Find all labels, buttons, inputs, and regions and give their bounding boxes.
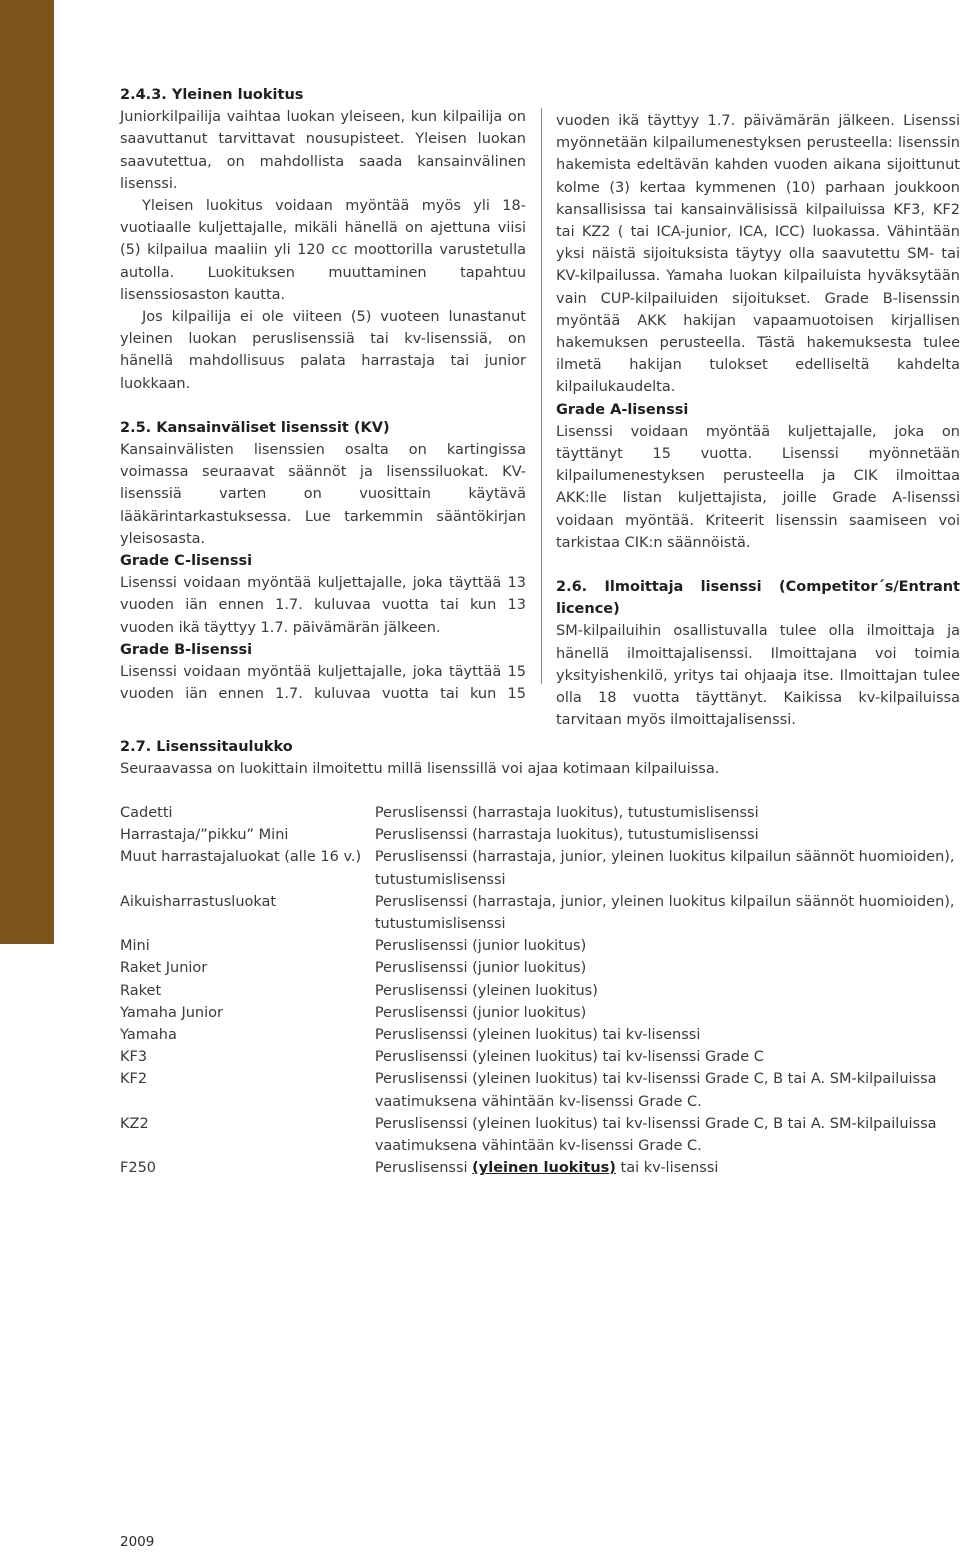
license-category: Raket [120, 982, 162, 999]
license-category: Harrastaja/”pikku” Mini [120, 827, 289, 844]
license-category: F250 [120, 1160, 157, 1177]
table-row [120, 1068, 960, 1112]
license-requirement: Peruslisenssi (yleinen luokitus) tai kv-lisenssi Grade C [374, 1049, 764, 1066]
section-2-7-heading: 2.7. Lisenssitaulukko [120, 739, 293, 755]
license-category: Cadetti [120, 805, 173, 821]
table-row [120, 1157, 960, 1179]
license-requirement [375, 1157, 960, 1179]
right-column [556, 110, 960, 731]
license-requirement: Peruslisenssi (yleinen luokitus) tai kv-lisenssi [374, 1027, 701, 1044]
license-category: Yamaha [120, 1027, 177, 1044]
table-row [120, 980, 960, 1002]
left-column [120, 84, 526, 705]
license-text: tai kv-lisenssi [615, 1160, 719, 1177]
license-category: Yamaha Junior [120, 1004, 223, 1021]
table-row [120, 1024, 960, 1046]
license-table [120, 802, 960, 1179]
license-table-body [120, 802, 960, 1179]
page-footer-year: 2009 [120, 1534, 155, 1550]
license-requirement: Peruslisenssi (harrastaja, junior, yleinen luokitus kilpailun säännöt huomioiden), tutustumislisenssi [374, 849, 955, 888]
section-2-6-heading: 2.6. Ilmoittaja lisenssi (Competitor´s/Entrant licence) [556, 579, 960, 618]
license-requirement: Peruslisenssi (junior luokitus) [374, 960, 587, 977]
license-requirement: Peruslisenssi (harrastaja luokitus), tutustumislisenssi [374, 805, 759, 821]
table-row [120, 846, 960, 890]
license-requirement: Peruslisenssi (yleinen luokitus) tai kv-lisenssi Grade C, B tai A. SM-kilpailuissa vaatimuksena vähintään kv-lisenssi Grade C. [374, 1115, 937, 1155]
grade-c-heading: Grade C-lisenssi [120, 553, 253, 570]
table-row [120, 1046, 960, 1068]
section-2-6-text: SM-kilpailuihin osallistuvalla tulee olla ilmoittaja ja hänellä ilmoittajalisenssi. Ilmoittajana voi toimia yksityishenkilö, yritys tai ohjaaja itse. Ilmoittajan tulee olla 18 vuotta täyttänyt. Kaikissa kv-kilpailuissa tarvitaan myös ilmoittajalisenssi. [556, 623, 960, 729]
license-requirement: Peruslisenssi (yleinen luokitus) tai kv-lisenssi Grade C, B tai A. SM-kilpailuissa vaatimuksena vähintään kv-lisenssi Grade C. [374, 1071, 937, 1110]
license-requirement: Peruslisenssi (yleinen luokitus) [374, 982, 598, 999]
grade-a-text: Lisenssi voidaan myöntää kuljettajalle, joka on täyttänyt 15 vuotta. Lisenssi myönnetään kilpailumenestyksen perusteella ja CIK ilmoittaa AKK:lle listan kuljettajista, joille Grade A-lisenssi voidaan myöntää. Kriteerit lisenssin saamiseen voi tarkistaa CIK:n säännöistä. [556, 423, 960, 551]
column-divider [541, 108, 542, 684]
table-row [120, 1002, 960, 1024]
license-category: Aikuisharrastusluokat [120, 893, 277, 910]
table-row [120, 1113, 960, 1157]
license-requirement: Peruslisenssi (junior luokitus) [374, 1004, 587, 1021]
license-category: Mini [120, 938, 150, 955]
section-2-4-3-paragraph-3: Jos kilpailija ei ole viiteen (5) vuoteen lunastanut yleinen luokan peruslisenssiä tai kv-lisenssiä, on hänellä mahdollisuus palata harrastaja tai junior luokkaan. [120, 309, 526, 392]
license-text: Peruslisenssi [374, 1160, 473, 1177]
grade-b-heading: Grade B-lisenssi [120, 641, 253, 658]
section-2-7-intro: Seuraavassa on luokittain ilmoitettu millä lisenssillä voi ajaa kotimaan kilpailuissa. [120, 761, 720, 778]
license-category: KF3 [120, 1049, 148, 1066]
spacer [556, 554, 960, 576]
grade-a-heading: Grade A-lisenssi [556, 401, 689, 418]
brown-side-bar [0, 0, 54, 944]
license-requirement: Peruslisenssi (junior luokitus) [374, 938, 587, 955]
section-2-5-paragraph: Kansainvälisten lisenssien osalta on kartingissa voimassa seuraavat säännöt ja lisenssiluokat. KV-lisenssiä varten on vuosittain käytävä lääkärintarkastuksessa. Lue tarkemmin sääntökirjan yleisosasta. [120, 442, 526, 547]
table-row [120, 824, 960, 846]
grade-b-text-part-1: Lisenssi voidaan myöntää kuljettajalle, joka täyttää 15 vuoden iän ennen 1.7. kuluvaa vuotta tai kun 15 [120, 664, 526, 703]
section-2-5-heading: 2.5. Kansainväliset lisenssit (KV) [120, 419, 390, 436]
spacer [120, 395, 526, 417]
grade-b-text-part-2: vuoden ikä täyttyy 1.7. päivämärän jälkeen. Lisenssi myönnetään kilpailumenestyksen perusteella: lisenssin hakemista edeltävän kahden vuoden aikana sijoittunut kolme (3) kertaa kymmenen (10) parhaan joukkoon kansallisissa tai kansainvälisissä kilpailuissa KF3, KF2 tai KZ2 ( tai ICA-junior, ICA, ICC) luokassa. Vähintään yksi näistä sijoituksista täytyy olla saavutettu SM- tai KV-kilpailussa. Yamaha luokan kilpailuista hyväksytään vain CUP-kilpailuiden sijoitukset. Grade B-lisenssin myöntää AKK hakijan vapaamuotoisen kirjallisen hakemuksen perusteella. Tästä hakemuksesta tulee ilmetä hakijan tulokset edelliseltä kahdelta kilpailukaudelta. [556, 113, 960, 396]
license-requirement: Peruslisenssi (harrastaja, junior, yleinen luokitus kilpailun säännöt huomioiden), tutustumislisenssi [374, 893, 955, 933]
license-category: Muut harrastajaluokat (alle 16 v.) [120, 849, 362, 866]
table-row [120, 891, 960, 935]
section-2-4-3-heading: 2.4.3. Yleinen luokitus [120, 87, 304, 103]
grade-c-text: Lisenssi voidaan myöntää kuljettajalle, joka täyttää 13 vuoden iän ennen 1.7. kuluvaa vuotta tai kun 13 vuoden ikä täyttyy 1.7. päivämärän jälkeen. [120, 575, 526, 636]
table-row [120, 802, 960, 824]
license-category: Raket Junior [120, 960, 208, 977]
license-category: KF2 [120, 1071, 148, 1088]
table-row [120, 957, 960, 979]
license-category: KZ2 [120, 1115, 149, 1132]
section-2-7 [120, 736, 960, 780]
license-requirement: Peruslisenssi (harrastaja luokitus), tutustumislisenssi [374, 827, 759, 844]
section-2-4-3-paragraph-2: Yleisen luokitus voidaan myöntää myös yli 18-vuotiaalle kuljettajalle, mikäli hänellä on ajettuna viisi (5) kilpailua maaliin yli 120 cc moottorilla varustetulla autolla. Luokituksen muuttaminen tapahtuu lisenssiosaston kautta. [120, 198, 526, 303]
license-emphasis: (yleinen luokitus) [472, 1160, 616, 1177]
section-2-4-3-paragraph-1: Juniorkilpailija vaihtaa luokan yleiseen, kun kilpailija on saavuttanut tarvittavat nousupisteet. Yleisen luokan saavutettua, on mahdollista saada kansainvälinen lisenssi. [120, 109, 526, 192]
table-row [120, 935, 960, 957]
